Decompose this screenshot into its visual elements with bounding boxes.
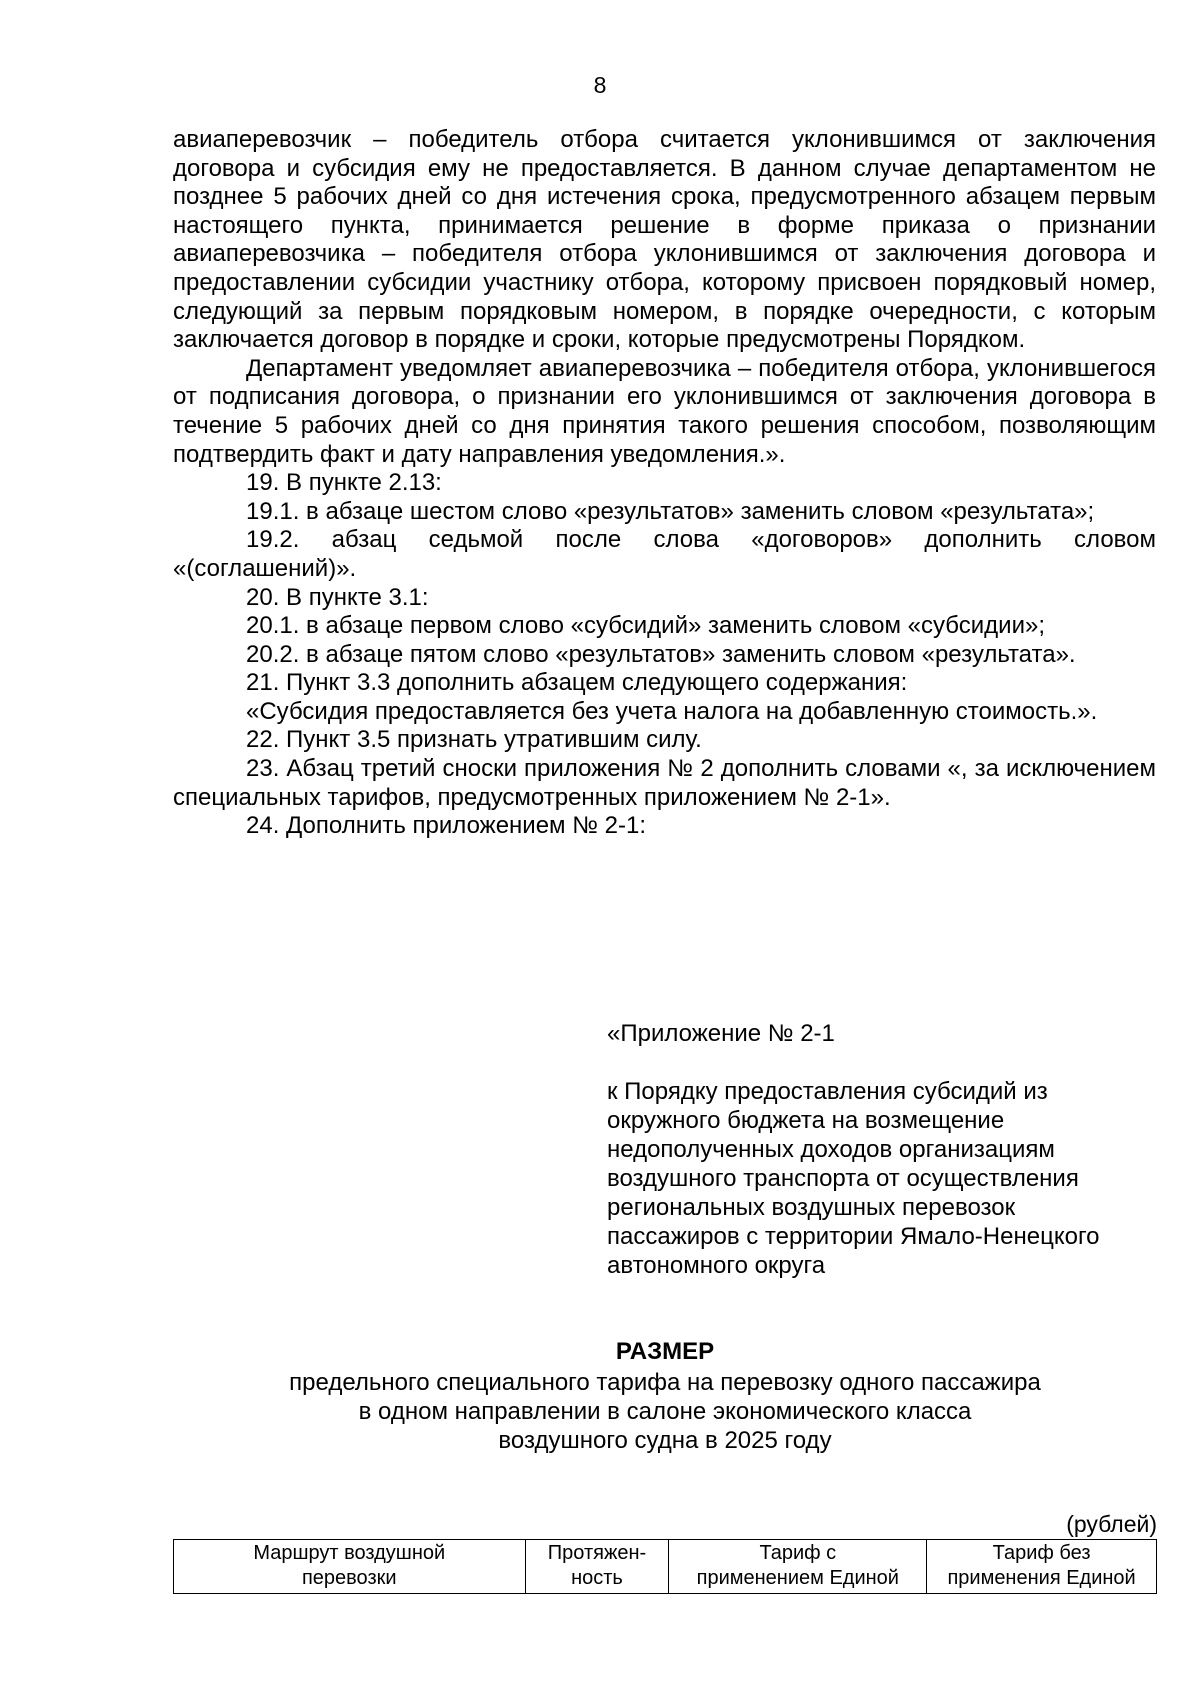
appendix-line: региональных воздушных перевозок xyxy=(607,1194,1016,1221)
body-text xyxy=(173,126,1156,841)
paragraph: 22. Пункт 3.5 признать утратившим силу. xyxy=(246,726,702,754)
page-number: 8 xyxy=(593,72,607,98)
paragraph: 19.2. абзац седьмой после слова «договоров» дополнить словом «(соглашений)». xyxy=(173,526,1156,582)
appendix-line: пассажиров с территории Ямало-Ненецкого xyxy=(607,1223,1100,1250)
column-header-line: ность xyxy=(571,1567,623,1589)
paragraph: 19.1. в абзаце шестом слово «результатов» заменить словом «результата»; xyxy=(246,497,1095,525)
column-header-route xyxy=(174,1540,526,1594)
paragraph: «Субсидия предоставляется без учета налога на добавленную стоимость.». xyxy=(246,697,1098,725)
appendix-line: автономного округа xyxy=(607,1252,826,1279)
column-header-line: Тариф без xyxy=(992,1542,1091,1564)
subtitle-line: предельного специального тарифа на перевозку одного пассажира xyxy=(289,1369,1041,1396)
units-label: (рублей) xyxy=(1066,1511,1157,1537)
column-header-line: перевозки xyxy=(301,1567,397,1589)
appendix-line: окружного бюджета на возмещение xyxy=(607,1107,1005,1134)
paragraph: Департамент уведомляет авиаперевозчика – победителя отбора, уклонившегося от подписания договора, о признании его уклонившимся от заключения договора в течение 5 рабочих дней со дня принятия такого решения способом, позволяющим подтвердить факт и дату направления уведомления.». xyxy=(173,354,1156,468)
appendix-line: воздушного транспорта от осуществления xyxy=(607,1165,1079,1192)
column-header-distance xyxy=(525,1540,669,1594)
tariff-table xyxy=(173,1539,1157,1594)
column-header-line: Маршрут воздушной xyxy=(253,1542,446,1564)
column-header-line: Тариф с xyxy=(759,1542,837,1564)
column-header-tariff-without xyxy=(927,1540,1157,1594)
column-header-tariff-with xyxy=(669,1540,927,1594)
section-title: РАЗМЕР xyxy=(615,1338,715,1365)
paragraph: 20.1. в абзаце первом слово «субсидий» заменить словом «субсидии»; xyxy=(246,612,1045,640)
paragraph: 20. В пункте 3.1: xyxy=(246,583,429,611)
paragraph: 24. Дополнить приложением № 2-1: xyxy=(246,812,646,840)
paragraph: 19. В пункте 2.13: xyxy=(246,469,442,497)
paragraph: 20.2. в абзаце пятом слово «результатов» заменить словом «результата». xyxy=(246,640,1076,668)
column-header-line: Протяжен- xyxy=(547,1542,647,1564)
appendix-block xyxy=(607,1019,1167,1280)
paragraph: 23. Абзац третий сноски приложения № 2 дополнить словами «, за исключением специальных тарифов, предусмотренных приложением № 2-1». xyxy=(173,755,1156,811)
table-header-row xyxy=(174,1540,1157,1594)
column-header-line: применения Единой xyxy=(947,1567,1136,1589)
section-subtitle xyxy=(230,1368,1100,1455)
appendix-line: недополученных доходов организациям xyxy=(607,1136,1055,1163)
appendix-title: «Приложение № 2-1 xyxy=(607,1020,835,1047)
appendix-line: к Порядку предоставления субсидий из xyxy=(607,1078,1048,1105)
subtitle-line: в одном направлении в салоне экономического класса xyxy=(358,1398,972,1425)
column-header-line: применением Единой xyxy=(696,1567,899,1589)
paragraph: авиаперевозчик – победитель отбора считается уклонившимся от заключения договора и субсидия ему не предоставляется. В данном случае департаментом не позднее 5 рабочих дней со дня истечения срока, предусмотренного абзацем первым настоящего пункта, принимается решение в форме приказа о признании авиаперевозчика – победителя отбора уклонившимся от заключения договора и предоставлении субсидии участнику отбора, которому присвоен порядковый номер, следующий за первым порядковым номером, в порядке очередности, с которым заключается договор в порядке и сроки, которые предусмотрены Порядком. xyxy=(173,126,1156,354)
subtitle-line: воздушного судна в 2025 году xyxy=(498,1427,832,1454)
paragraph: 21. Пункт 3.3 дополнить абзацем следующего содержания: xyxy=(246,669,908,697)
